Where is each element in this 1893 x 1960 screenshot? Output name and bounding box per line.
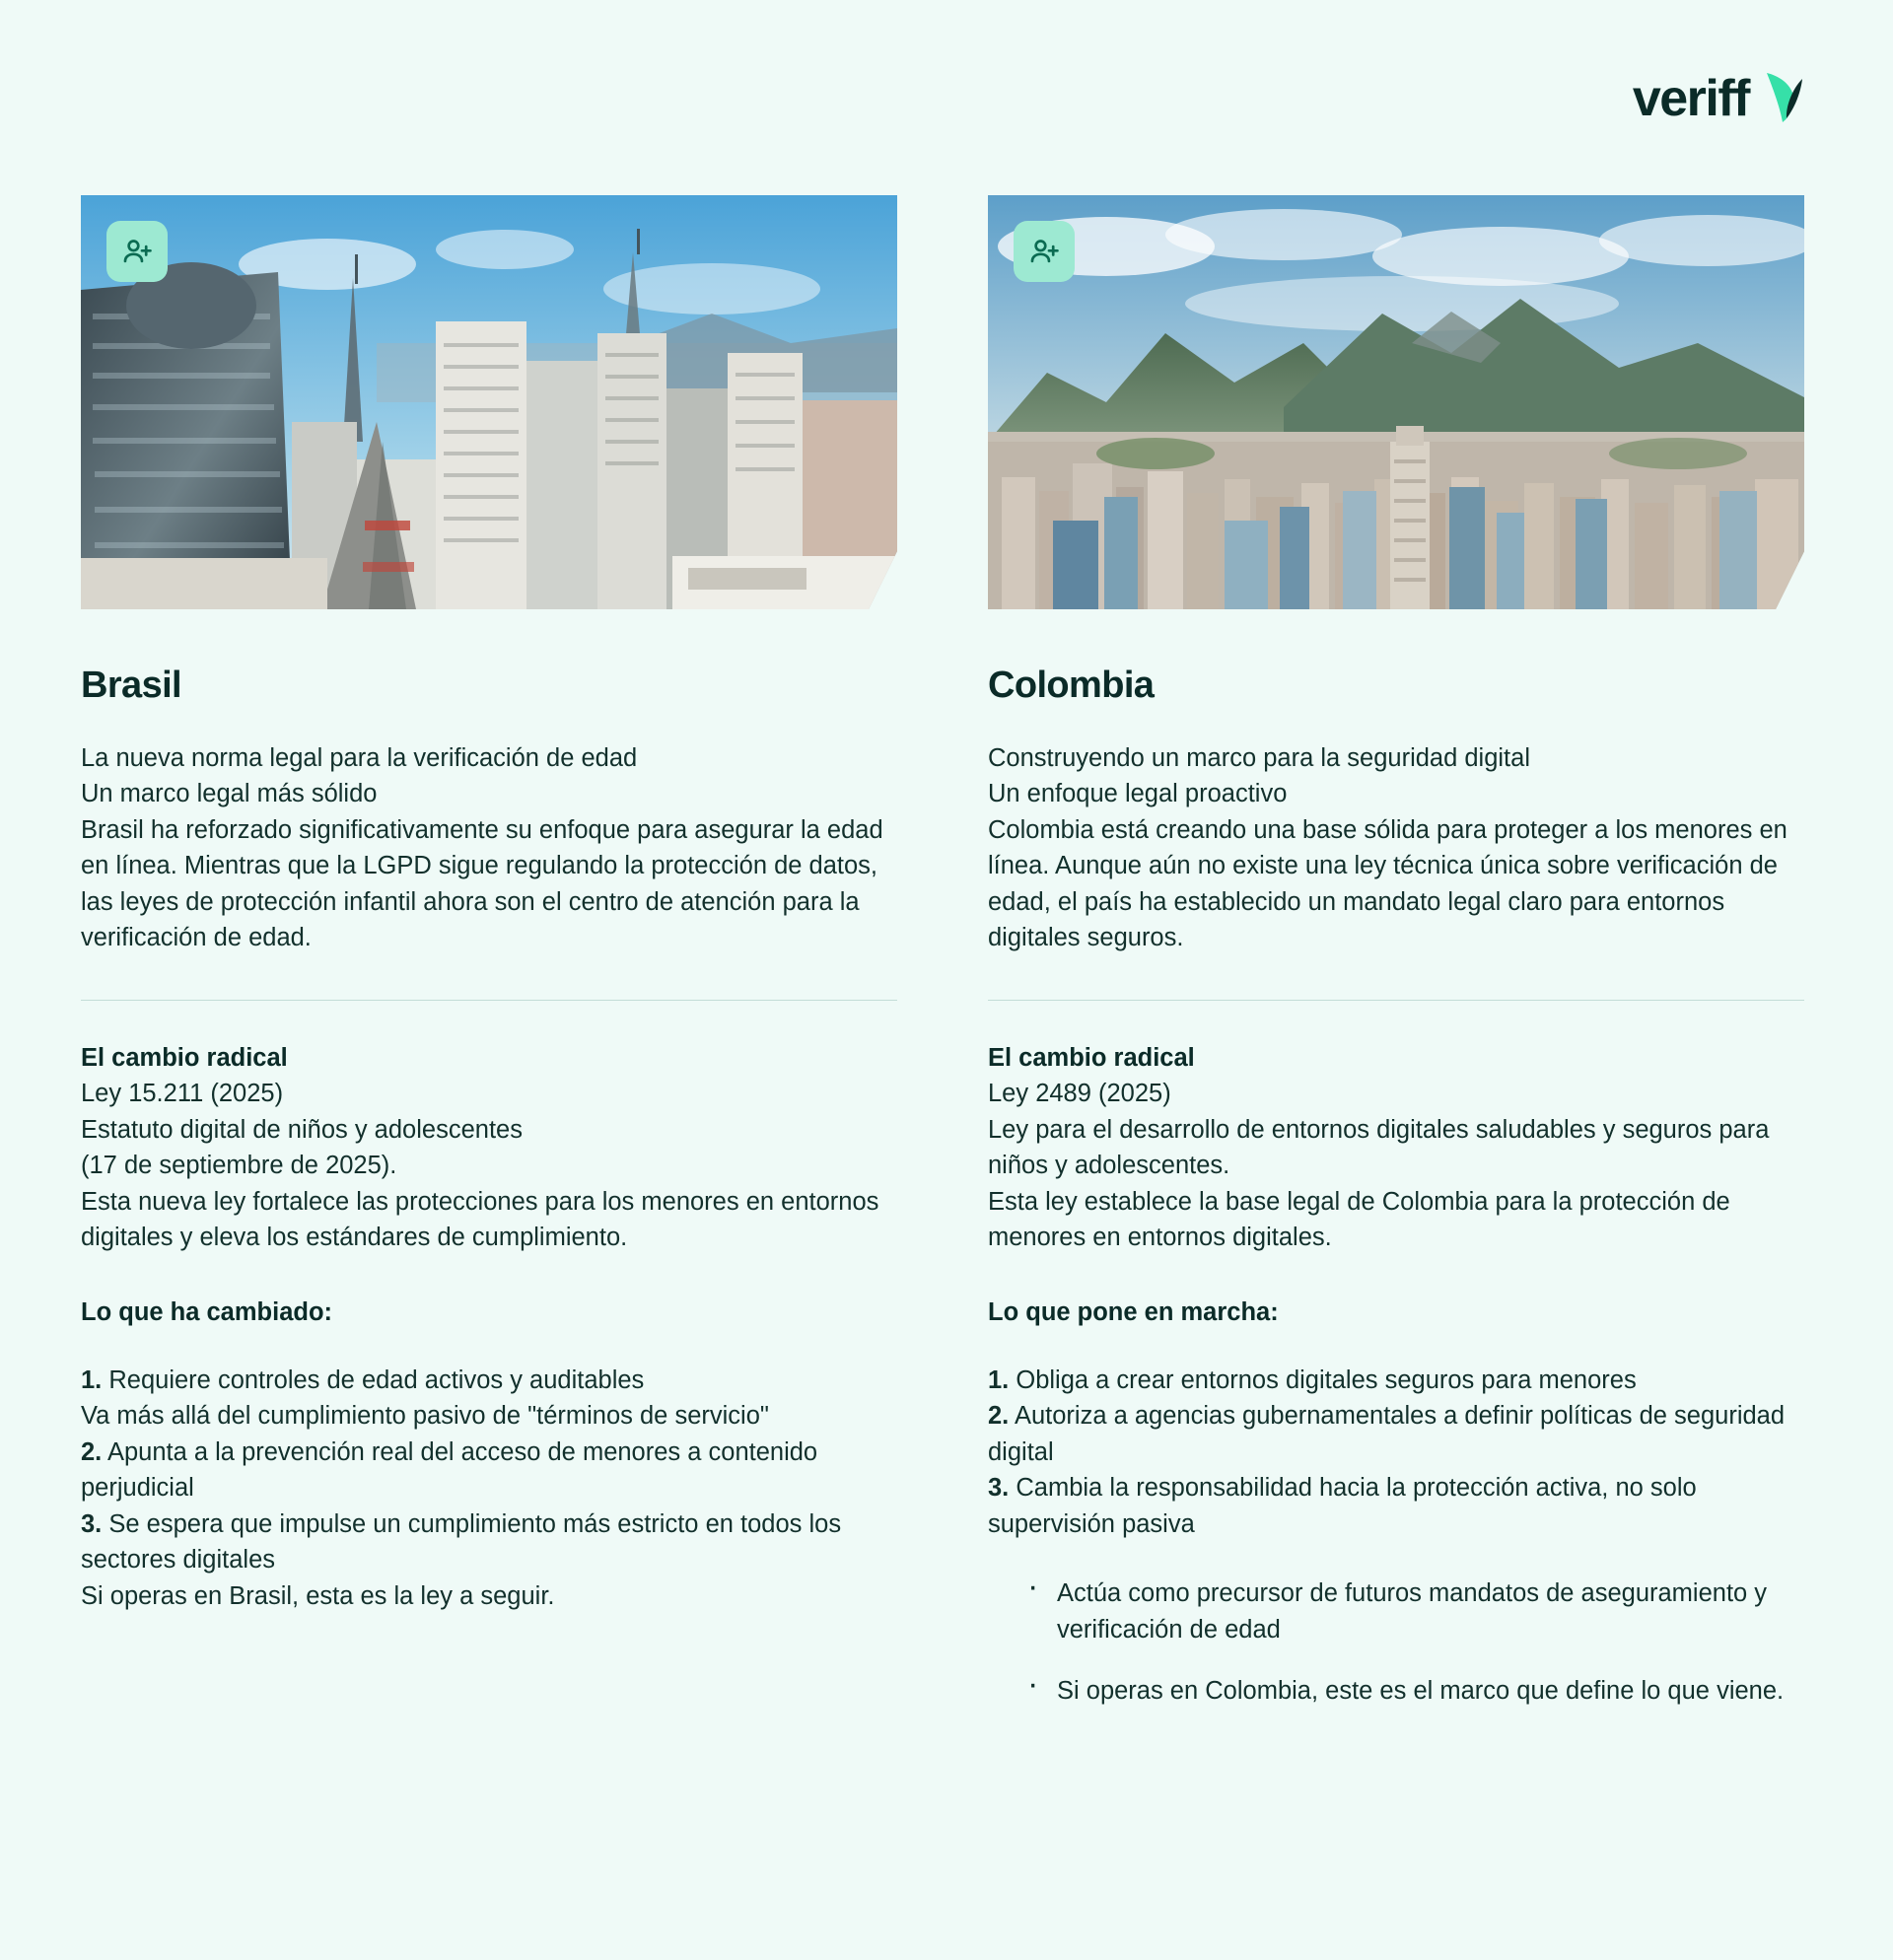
spacer — [81, 1331, 897, 1363]
sao-paulo-skyline-photo — [81, 195, 897, 609]
section-heading-list-colombia: Lo que pone en marcha: — [988, 1298, 1279, 1327]
spacer — [988, 1331, 1804, 1363]
bogota-skyline-photo — [988, 195, 1804, 609]
change-line-2: Estatuto digital de niños y adolescentes — [81, 1115, 523, 1144]
spacer — [81, 1255, 897, 1295]
change-line-2: Ley para el desarrollo de entornos digitales saludables y seguros para niños y adolescentes. — [988, 1115, 1770, 1180]
divider — [81, 1000, 897, 1001]
intro-paragraph-brasil — [81, 740, 897, 956]
change-line-4: Esta nueva ley fortalece las protecciones para los menores en entornos digitales y eleva los estándares de cumplimiento. — [81, 1187, 879, 1251]
list-number: 3. — [988, 1474, 1010, 1503]
intro-line-2: Un enfoque legal proactivo — [988, 780, 1288, 808]
section-heading-change-colombia: El cambio radical — [988, 1043, 1195, 1072]
bullet-list-colombia — [1023, 1575, 1804, 1709]
intro-paragraph-colombia — [988, 740, 1804, 956]
section-heading-list-brasil: Lo que ha cambiado: — [81, 1298, 333, 1327]
change-line-1: Ley 15.211 (2025) — [81, 1080, 284, 1108]
list-number: 1. — [81, 1365, 103, 1394]
list-item: · Si operas en Colombia, este es el marco que define lo que viene. — [1023, 1673, 1804, 1709]
list-item: Obliga a crear entornos digitales seguros para menores — [1016, 1365, 1637, 1394]
veriff-leaf-icon — [1763, 71, 1806, 126]
list-item: Cambia la responsabilidad hacia la protección activa, no solo supervisión pasiva — [988, 1474, 1697, 1538]
list-item: Si operas en Brasil, esta es la ley a seguir. — [81, 1581, 555, 1610]
list-item: Se espera que impulse un cumplimiento más estricto en todos los sectores digitales — [81, 1509, 842, 1575]
list-number: 2. — [81, 1437, 103, 1466]
list-item: Requiere controles de edad activos y auditables — [108, 1365, 645, 1394]
list-number: 3. — [81, 1509, 103, 1538]
change-paragraph-brasil — [81, 1076, 897, 1255]
list-number: 2. — [988, 1402, 1010, 1431]
country-column-colombia — [988, 195, 1804, 1735]
spacer — [988, 1255, 1804, 1295]
intro-line-2: Un marco legal más sólido — [81, 780, 378, 808]
list-number: 1. — [988, 1365, 1010, 1394]
intro-line-3: Brasil ha reforzado significativamente su enfoque para asegurar la edad en línea. Mientras que la LGPD sigue regulando la protección de datos, las leyes de protección infantil ahora son el centro de atención para la verificación de edad. — [81, 815, 883, 952]
list-item: Apunta a la prevención real del acceso de menores a contenido perjudicial — [81, 1437, 818, 1503]
brand-wordmark: veriff — [1632, 70, 1749, 127]
page-title-brasil: Brasil — [81, 665, 182, 706]
change-line-3: (17 de septiembre de 2025). — [81, 1152, 397, 1180]
numbered-list-colombia — [988, 1363, 1804, 1542]
intro-line-3: Colombia está creando una base sólida para proteger a los menores en línea. Aunque aún no existe una ley técnica única sobre verificación de edad, el país ha establecido un mandato legal claro para entornos digitales seguros. — [988, 815, 1788, 952]
change-line-1: Ley 2489 (2025) — [988, 1080, 1171, 1108]
change-paragraph-colombia — [988, 1076, 1804, 1255]
change-line-3: Esta ley establece la base legal de Colombia para la protección de menores en entornos digitales. — [988, 1187, 1730, 1251]
list-item: Autoriza a agencias gubernamentales a definir políticas de seguridad digital — [988, 1402, 1786, 1466]
list-item: · Actúa como precursor de futuros mandatos de aseguramiento y verificación de edad — [1023, 1575, 1804, 1647]
divider — [988, 1000, 1804, 1001]
intro-line-1: La nueva norma legal para la verificación de edad — [81, 744, 638, 772]
section-heading-change-brasil: El cambio radical — [81, 1043, 288, 1072]
numbered-list-brasil — [81, 1363, 897, 1614]
page-title-colombia: Colombia — [988, 665, 1155, 706]
veriff-logo — [1633, 71, 1806, 126]
country-column-brasil — [81, 195, 897, 1735]
list-item: Va más allá del cumplimiento pasivo de "términos de servicio" — [81, 1402, 769, 1431]
add-person-icon — [106, 221, 168, 282]
intro-line-1: Construyendo un marco para la seguridad digital — [988, 744, 1530, 772]
add-person-icon — [1014, 221, 1075, 282]
